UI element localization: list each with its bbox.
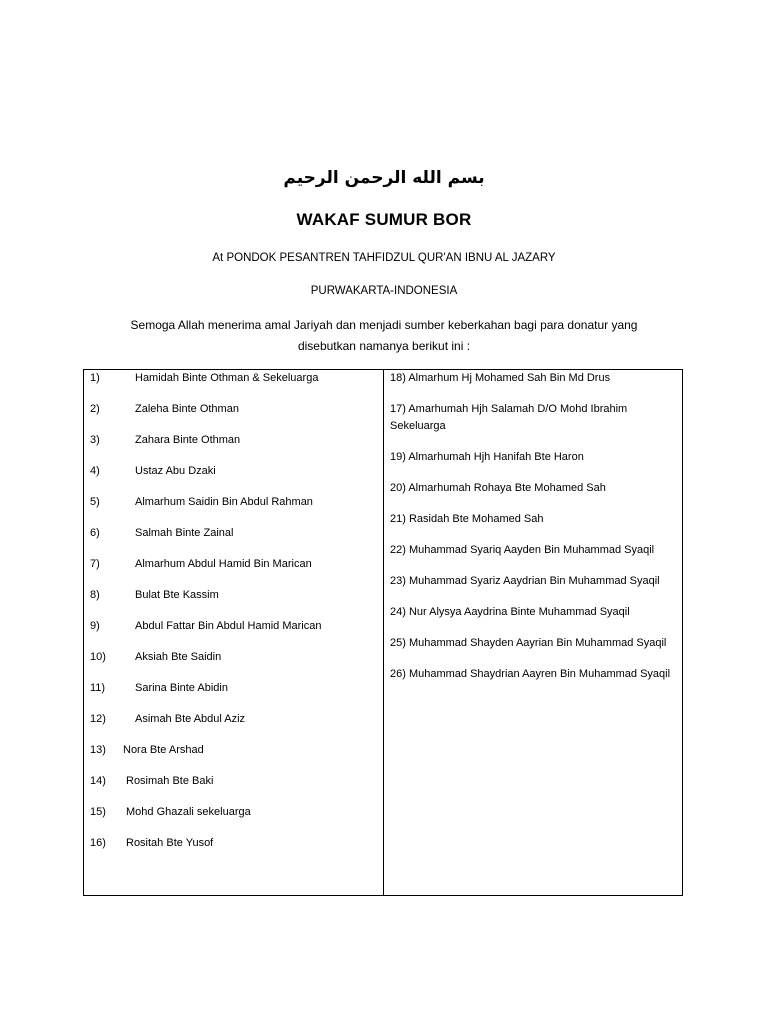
donor-list-right (390, 370, 680, 697)
donor-name: Zaleha Binte Othman (135, 403, 239, 415)
donor-number: 11) (90, 682, 106, 694)
donor-list-item (90, 711, 380, 742)
donor-list-left (90, 370, 380, 866)
donor-list-item: 19) Almarhumah Hjh Hanifah Bte Haron (390, 451, 584, 463)
donor-name: Sarina Binte Abidin (135, 682, 228, 694)
donor-name: Asimah Bte Abdul Aziz (135, 713, 246, 725)
donor-number: 10) (90, 651, 106, 663)
donor-number: 2) (90, 403, 100, 415)
donor-list-item (90, 463, 380, 494)
donor-number: 7) (90, 558, 100, 570)
intro-paragraph: Semoga Allah menerima amal Jariyah dan menjadi sumber keberkahan bagi para donatur yang disebutkan namanya berikut ini : (130, 318, 638, 353)
donor-list-item (90, 680, 380, 711)
donor-list-item (90, 804, 380, 835)
donor-name: Nora Bte Arshad (123, 744, 204, 756)
donor-number: 5) (90, 496, 100, 508)
donor-number: 3) (90, 434, 100, 446)
donor-number: 1) (90, 372, 100, 384)
donor-name: Rosimah Bte Baki (126, 775, 214, 787)
donor-list-item (90, 370, 380, 401)
basmala-heading: بسم الله الرحمن الرحيم (283, 168, 485, 188)
donor-name: Hamidah Binte Othman & Sekeluarga (135, 372, 319, 384)
donor-name: Rositah Bte Yusof (126, 837, 214, 849)
donor-list-item (90, 587, 380, 618)
donor-list-item: 17) Amarhumah Hjh Salamah D/O Mohd Ibrahim Sekeluarga (390, 403, 628, 432)
donor-list-item: 26) Muhammad Shaydrian Aayren Bin Muhammad Syaqil (390, 668, 671, 680)
donor-list-item: 18) Almarhum Hj Mohamed Sah Bin Md Drus (390, 372, 611, 384)
subtitle: At PONDOK PESANTREN TAHFIDZUL QUR'AN IBNU AL JAZARY (212, 252, 556, 264)
donor-name: Mohd Ghazali sekeluarga (126, 806, 251, 818)
donor-list-item: 20) Almarhumah Rohaya Bte Mohamed Sah (390, 482, 606, 494)
donor-name: Ustaz Abu Dzaki (135, 465, 216, 477)
donor-list-item (90, 742, 380, 773)
donor-number: 12) (90, 713, 106, 725)
donor-number: 9) (90, 620, 100, 632)
donor-list-item: 22) Muhammad Syariq Aayden Bin Muhammad Syaqil (390, 544, 655, 556)
location-line: PURWAKARTA-INDONESIA (310, 285, 458, 297)
donor-list-item (90, 494, 380, 525)
donor-number: 6) (90, 527, 100, 539)
donor-list-item (90, 556, 380, 587)
donor-name: Aksiah Bte Saidin (135, 651, 222, 663)
donor-number: 14) (90, 775, 106, 787)
donor-number: 15) (90, 806, 106, 818)
donor-number: 4) (90, 465, 100, 477)
donor-list-item: 21) Rasidah Bte Mohamed Sah (390, 513, 544, 525)
donor-list-item (90, 401, 380, 432)
donor-name: Salmah Binte Zainal (135, 527, 234, 539)
donor-list-item: 23) Muhammad Syariz Aaydrian Bin Muhammad Syaqil (390, 575, 660, 587)
donor-list-item (90, 432, 380, 463)
donor-name: Zahara Binte Othman (135, 434, 241, 446)
donor-list-item (90, 618, 380, 649)
donor-list-item (90, 773, 380, 804)
donor-list-item (90, 835, 380, 866)
table-column-divider (383, 369, 384, 896)
donor-list-item: 24) Nur Alysya Aaydrina Binte Muhammad Syaqil (390, 606, 630, 618)
donor-list-item (90, 525, 380, 556)
donor-list-item: 25) Muhammad Shayden Aayrian Bin Muhammad Syaqil (390, 637, 667, 649)
donor-number: 16) (90, 837, 106, 849)
donor-name: Abdul Fattar Bin Abdul Hamid Marican (135, 620, 322, 632)
donor-name: Almarhum Saidin Bin Abdul Rahman (135, 496, 313, 508)
donor-number: 8) (90, 589, 100, 601)
donor-number: 13) (90, 744, 106, 756)
donor-name: Almarhum Abdul Hamid Bin Marican (135, 558, 312, 570)
page-title: WAKAF SUMUR BOR (296, 210, 472, 229)
donor-list-item (90, 649, 380, 680)
donor-name: Bulat Bte Kassim (135, 589, 219, 601)
